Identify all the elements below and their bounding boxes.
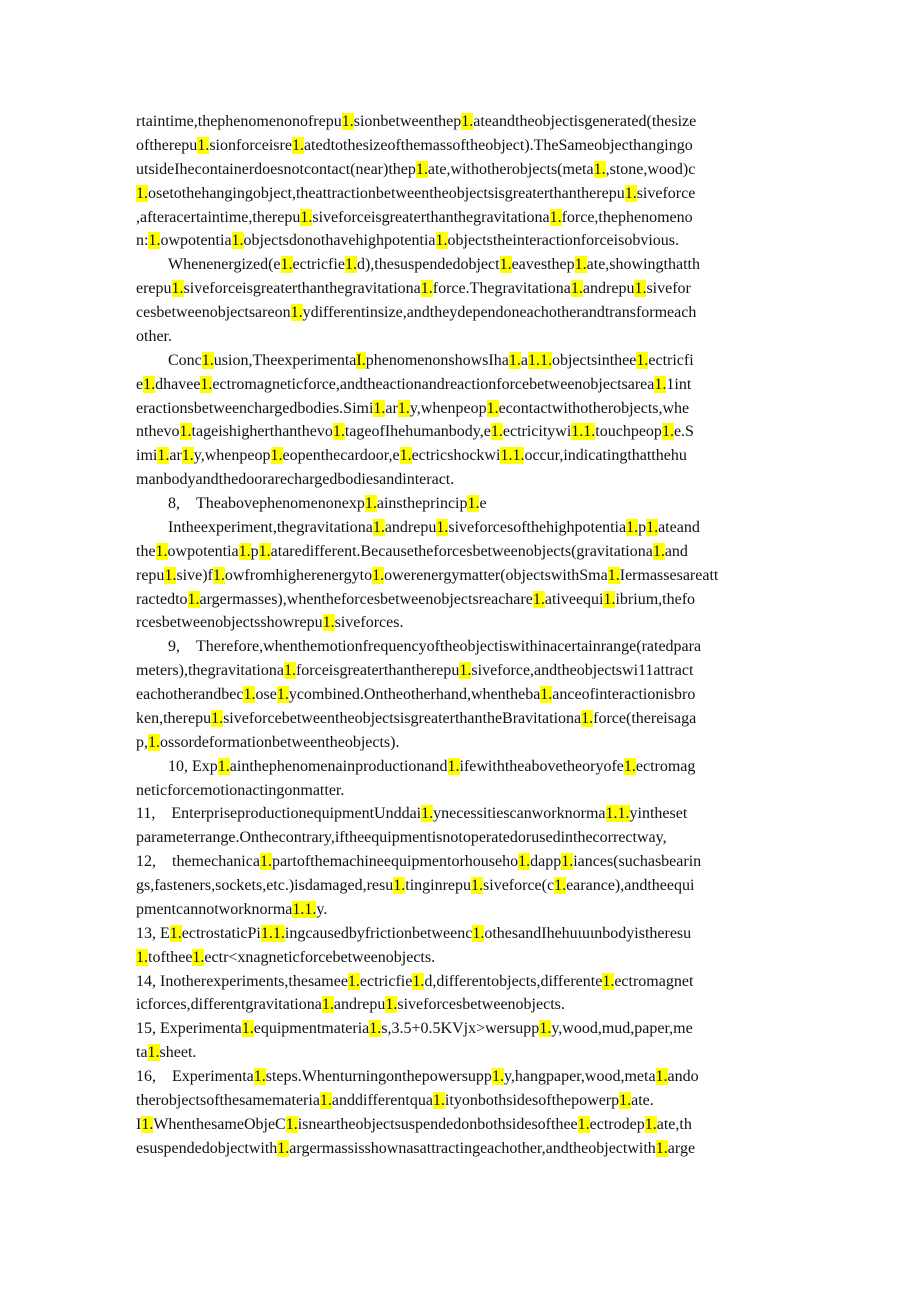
highlight-mark: 1. (549, 208, 562, 226)
highlight-mark: 1. (602, 972, 615, 990)
highlight-mark: 1. (171, 280, 184, 298)
highlight-mark: 1. (253, 1068, 266, 1085)
highlight-mark: 1. (459, 662, 472, 680)
highlight-mark: 1. (200, 375, 213, 393)
highlight-mark: 1. (280, 256, 293, 274)
highlight-mark: 1. (499, 256, 512, 274)
highlight-mark: 1. (490, 423, 503, 441)
highlight-mark: 1. (148, 733, 160, 751)
highlight-mark: 1.1. (527, 351, 552, 369)
highlight-mark: 1. (435, 232, 448, 250)
highlight-mark: 1. (634, 280, 647, 298)
highlight-mark: 1. (654, 375, 667, 393)
highlight-mark: 1. (322, 614, 335, 632)
highlight-mark: 1. (372, 518, 385, 536)
highlight-mark: 1. (241, 1020, 254, 1038)
highlight-mark: 1. (373, 399, 386, 417)
highlight-mark: 1.1. (605, 805, 630, 823)
highlight-mark: 1. (143, 375, 156, 393)
text-line: oftherepu1.sionforceisre1.atedtothesizeofthemassoftheobject).TheSameobjecthangingo (136, 136, 693, 154)
highlight-mark: 1. (472, 924, 485, 942)
text-line: 1.tofthee1.ectr<xnagneticforcebetweenobjects. (136, 948, 436, 966)
text-line: eractionsbetweenchargedbodies.Simi1.ar1.y,whenpeop1.econtactwithotherobjects,whe (136, 399, 690, 417)
text-line: p,1.ossordeformationbetweentheobjects). (136, 733, 400, 751)
text-line: n:1.owpotentia1.objectsdonothavehighpotentia1.objectstheinteractionforceisobvious. (136, 232, 679, 250)
highlight-mark: 1. (415, 160, 428, 178)
highlight-mark: 1. (603, 590, 616, 608)
highlight-mark: I. (356, 351, 366, 369)
highlight-mark: 1. (518, 853, 531, 871)
highlight-mark: 1.1. (260, 924, 285, 942)
highlight-mark: 1. (540, 686, 553, 703)
text-line: ractedto1.argermasses),whentheforcesbetweenobjectsreachare1.ativeequi1.ibrium,thefo (136, 590, 696, 608)
highlight-mark: 1. (655, 1068, 668, 1085)
text-line: 8, Theabovephenomenonexp1.ainstheprincip1.e (168, 495, 487, 512)
highlight-mark: 1. (344, 256, 357, 274)
highlight-mark: 1. (652, 542, 665, 560)
highlight-mark: 1. (201, 351, 214, 369)
text-line: gs,fasteners,sockets,etc.)isdamaged,resu1.tinginrepu1.siveforce(c1.earance),andtheequi (136, 877, 695, 894)
highlight-mark: 1. (291, 136, 304, 154)
highlight-mark: 1. (369, 1020, 382, 1038)
text-line: rcesbetweenobjectsshowrepu1.siveforces. (136, 614, 404, 632)
highlight-mark: 1. (258, 542, 271, 560)
text-line: erepu1.siveforceisgreaterthanthegravitationa1.force.Thegravitationa1.andrepu1.sivefor (136, 280, 691, 298)
text-line: therobjectsofthesamemateria1.anddifferentqua1.ityonbothsidesofthepowerp1.ate. (136, 1091, 654, 1109)
text-line: 11, EnterpriseproductionequipmentUnddai1.ynecessitiescanworknorma1.1.yintheset (136, 805, 688, 823)
highlight-mark: 1. (148, 232, 161, 250)
text-line: I1.WhenthesameObjeC1.isneartheobjectsuspendedonbothsidesofthee1.ectrodep1.ate,th (136, 1115, 692, 1133)
highlight-mark: 1. (574, 256, 587, 274)
highlight-mark: 1. (155, 542, 168, 560)
highlight-mark: 1.1. (500, 447, 525, 465)
highlight-mark: 1. (471, 877, 484, 894)
highlight-mark: 1. (141, 1115, 154, 1133)
text-line: Whenenergized(e1.ectricfie1.d),thesuspendedobject1.eavesthep1.ate,showingthatth (168, 256, 700, 274)
highlight-mark: 1. (231, 232, 244, 250)
text-line: Intheexperiment,thegravitationa1.andrepu1.siveforcesofthehighpotentia1.p1.ateand (168, 518, 700, 536)
highlight-mark: 1. (164, 566, 177, 584)
highlight-mark: 1. (593, 160, 606, 178)
text-line: rtaintime,thephenomenonofrepu1.sionbetweenthep1.ateandtheobjectisgenerated(thesize (136, 113, 697, 130)
highlight-mark: 1. (192, 948, 205, 966)
text-line: parameterrange.Onthecontrary,iftheequipmentisnotoperatedorusedinthecorrectway, (136, 829, 667, 847)
highlight-mark: 1. (187, 590, 200, 608)
highlight-mark: 1. (347, 972, 360, 990)
text-line: repu1.sive)f1.owfromhigherenergyto1.owerenergymatter(objectswithSma1.Iermassesareatt (136, 566, 719, 584)
highlight-mark: 1. (570, 280, 583, 298)
highlight-mark: 1. (412, 972, 425, 990)
highlight-mark: 1. (238, 542, 251, 560)
text-line: 13, E1.ectrostaticPi1.1.ingcausedbyfrictionbetweenc1.othesandIhehuιuιnbodyistheresu (136, 924, 692, 942)
highlight-mark: 1. (397, 399, 410, 417)
highlight-mark: 1. (421, 805, 434, 823)
highlight-mark: 1. (181, 447, 194, 465)
highlight-mark: 1. (276, 686, 289, 703)
highlight-mark: 1. (217, 757, 230, 775)
body-text (136, 110, 788, 1161)
highlight-mark: 1. (290, 304, 303, 321)
highlight-mark: 1. (577, 1115, 590, 1133)
highlight-mark: 1. (393, 877, 406, 894)
text-line: ken,therepu1.siveforcebetweentheobjectsisgreaterthantheBravitationa1.force(thereisaga (136, 709, 697, 727)
text-line: other. (136, 327, 172, 345)
text-line: meters),thegravitationa1.forceisgreaterthantherepu1.siveforce,andtheobjectswi11attract (136, 662, 694, 680)
text-line: nthevo1.tageishigherthanthevo1.tageofIhehumanbody,e1.ectricitywi1.1.touchpeop1.e.S (136, 423, 694, 441)
highlight-mark: 1. (554, 877, 567, 894)
highlight-mark: 1. (259, 853, 272, 871)
highlight-mark: 1. (364, 495, 377, 512)
highlight-mark: 1. (243, 686, 256, 703)
highlight-mark: 1. (157, 447, 170, 465)
text-line: eachotherandbec1.ose1.ycombined.Ontheotherhand,whentheba1.anceofinteractionisbro (136, 686, 696, 703)
highlight-mark: 1. (619, 1091, 632, 1109)
highlight-mark: 1. (321, 996, 334, 1014)
highlight-mark: 1. (626, 518, 639, 536)
highlight-mark: 1. (277, 1139, 290, 1157)
highlight-mark: 1. (461, 113, 474, 130)
text-line: ta1.sheet. (136, 1044, 197, 1062)
text-line: pmentcannotworknorma1.1.y. (136, 900, 328, 918)
highlight-mark: 1. (169, 924, 182, 942)
highlight-mark: 1. (436, 518, 449, 536)
highlight-mark: 1.1. (571, 423, 596, 441)
text-line: 16, Experimenta1.steps.Whenturningonthepowersupp1.y,hangpaper,wood,meta1.ando (136, 1068, 699, 1085)
highlight-mark: 1. (532, 590, 545, 608)
highlight-mark: 1. (136, 948, 148, 966)
text-line: manbodyandthedoorarechargedbodiesandinteract. (136, 471, 455, 489)
text-line: ,afteracertaintime,therepu1.siveforceisgreaterthanthegravitationa1.force,thephenomeno (136, 208, 693, 226)
highlight-mark: 1. (581, 709, 594, 727)
highlight-mark: 1. (491, 1068, 504, 1085)
highlight-mark: 1. (420, 280, 433, 298)
text-line: cesbetweenobjectsareon1.ydifferentinsize,andtheydependoneachotherandtransformeach (136, 304, 697, 321)
highlight-mark: 1. (285, 1115, 298, 1133)
text-line: 14, Inotherexperiments,thesamee1.ectricfie1.d,differentobjects,differente1.ectromagnet (136, 972, 694, 990)
highlight-mark: 1. (385, 996, 398, 1014)
highlight-mark: 1.1. (292, 900, 317, 918)
highlight-mark: 1. (270, 447, 283, 465)
text-line: imi1.ar1.y,whenpeop1.eopenthecardoor,e1.ectricshockwi1.1.occur,indicatingthatthehu (136, 447, 687, 465)
highlight-mark: 1. (486, 399, 499, 417)
highlight-mark: 1. (212, 566, 225, 584)
highlight-mark: 1. (607, 566, 620, 584)
highlight-mark: 1. (646, 518, 659, 536)
text-line: icforces,differentgravitationa1.andrepu1.siveforcesbetweenobjects. (136, 996, 565, 1014)
highlight-mark: 1. (319, 1091, 332, 1109)
highlight-mark: 1. (179, 423, 192, 441)
text-line: Conc1.usion,TheexperimentaI.phenomenonshowsIha1.a1.1.objectsinthee1.ectricfi (168, 351, 694, 369)
text-line: 9, Therefore,whenthemotionfrequencyoftheobjectiswithinacertainrange(ratedpara (168, 638, 702, 656)
text-line: 12, themechanica1.partofthemachineequipmentorhouseho1.dapp1.iances(suchasbearin (136, 853, 702, 871)
highlight-mark: 1. (447, 757, 460, 775)
text-line: neticforcemotionactingonmatter. (136, 781, 345, 799)
highlight-mark: 1. (539, 1020, 552, 1038)
highlight-mark: 1. (341, 113, 354, 130)
text-line: 15, Experimenta1.equipmentmateria1.s,3.5+0.5KVjx>wersupp1.y,wood,mud,paper,me (136, 1020, 693, 1038)
text-line: utsideIhecontainerdoesnotcontact(near)thep1.ate,withotherobjects(meta1.,stone,wood)c (136, 160, 696, 178)
highlight-mark: 1. (508, 351, 521, 369)
highlight-mark: 1. (636, 351, 649, 369)
highlight-mark: 1. (624, 184, 637, 202)
text-line: the1.owpotentia1.p1.ataredifferent.Becausetheforcesbetweenobjects(gravitationa1.and (136, 542, 688, 560)
text-line: 1.osetothehangingobject,theattractionbetweentheobjectsisgreaterthantherepu1.siveforce (136, 184, 696, 202)
text-line: esuspendedobjectwith1.argermassisshownasattractingeachother,andtheobjectwith1.arge (136, 1139, 696, 1157)
text-line: 10, Exp1.ainthephenomenainproductionand1.ifewiththeabovetheoryofe1.ectromag (168, 757, 696, 775)
highlight-mark: 1. (561, 853, 574, 871)
highlight-mark: 1. (300, 208, 313, 226)
highlight-mark: 1. (136, 184, 148, 202)
highlight-mark: 1. (432, 1091, 445, 1109)
highlight-mark: 1. (661, 423, 674, 441)
highlight-mark: 1. (655, 1139, 668, 1157)
highlight-mark: 1. (283, 662, 296, 680)
highlight-mark: 1. (399, 447, 412, 465)
highlight-mark: 1. (332, 423, 345, 441)
highlight-mark: 1. (372, 566, 385, 584)
highlight-mark: 1. (197, 136, 210, 154)
highlight-mark: 1. (147, 1044, 160, 1062)
highlight-mark: 1. (467, 495, 480, 512)
highlight-mark: 1. (211, 709, 224, 727)
highlight-mark: 1. (644, 1115, 657, 1133)
highlight-mark: 1. (623, 757, 636, 775)
text-line: e1.dhavee1.ectromagneticforce,andtheactionandreactionforcebetweenobjectsarea1.1int (136, 375, 692, 393)
